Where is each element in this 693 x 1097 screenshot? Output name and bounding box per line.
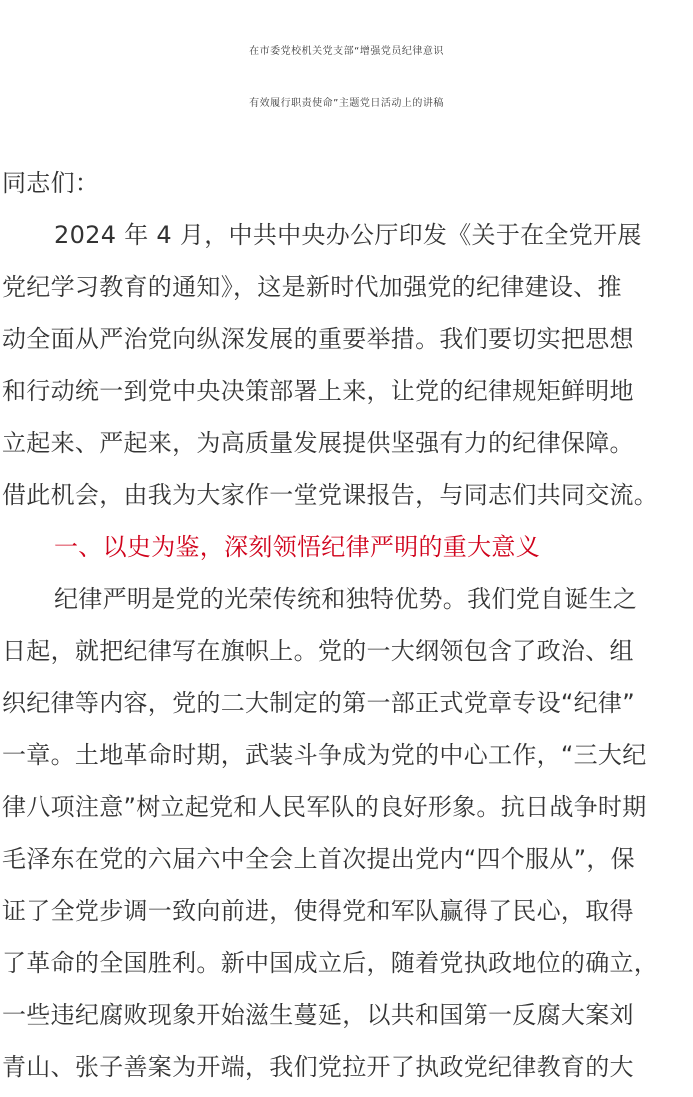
- paragraph-line: 动全面从严治党向纵深发展的重要举措。我们要切实把思想: [2, 325, 634, 353]
- paragraph-line: 了革命的全国胜利。新中国成立后，随着党执政地位的确立，: [2, 949, 659, 977]
- salutation: 同志们：: [2, 169, 100, 197]
- paragraph-line: 日起，就把纪律写在旗帜上。党的一大纲领包含了政治、组: [2, 637, 634, 665]
- paragraph-line: 一章。土地革命时期，武装斗争成为党的中心工作，“三大纪: [2, 741, 647, 769]
- paragraph-line: 党纪学习教育的通知》，这是新时代加强党的纪律建设、推: [2, 273, 622, 301]
- document-title-line-1: 在市委党校机关党支部“增强党员纪律意识: [249, 46, 444, 57]
- paragraph-line: 纪律严明是党的光荣传统和独特优势。我们党自诞生之: [54, 585, 638, 613]
- paragraph-line: 律八项注意”树立起党和人民军队的良好形象。抗日战争时期: [2, 793, 647, 821]
- section-heading: 一、以史为鉴，深刻领悟纪律严明的重大意义: [54, 533, 540, 561]
- paragraph-line: 毛泽东在党的六届六中全会上首次提出党内“四个服从”，保: [2, 845, 635, 873]
- paragraph-line: 和行动统一到党中央决策部署上来，让党的纪律规矩鲜明地: [2, 377, 634, 405]
- paragraph-line: 证了全党步调一致向前进，使得党和军队赢得了民心，取得: [2, 897, 634, 925]
- paragraph-line: 织纪律等内容，党的二大制定的第一部正式党章专设“纪律”: [2, 689, 635, 717]
- paragraph-line: 借此机会，由我为大家作一堂党课报告，与同志们共同交流。: [2, 481, 659, 509]
- paragraph-line: 一些违纪腐败现象开始滋生蔓延，以共和国第一反腐大案刘: [2, 1001, 634, 1029]
- document-title-line-2: 有效履行职责使命”主题党日活动上的讲稿: [249, 98, 444, 109]
- paragraph-line: 青山、张子善案为开端，我们党拉开了执政党纪律教育的大: [2, 1053, 634, 1081]
- paragraph-line: 2024 年 4 月，中共中央办公厅印发《关于在全党开展: [54, 221, 642, 249]
- paragraph-line: 立起来、严起来，为高质量发展提供坚强有力的纪律保障。: [2, 429, 634, 457]
